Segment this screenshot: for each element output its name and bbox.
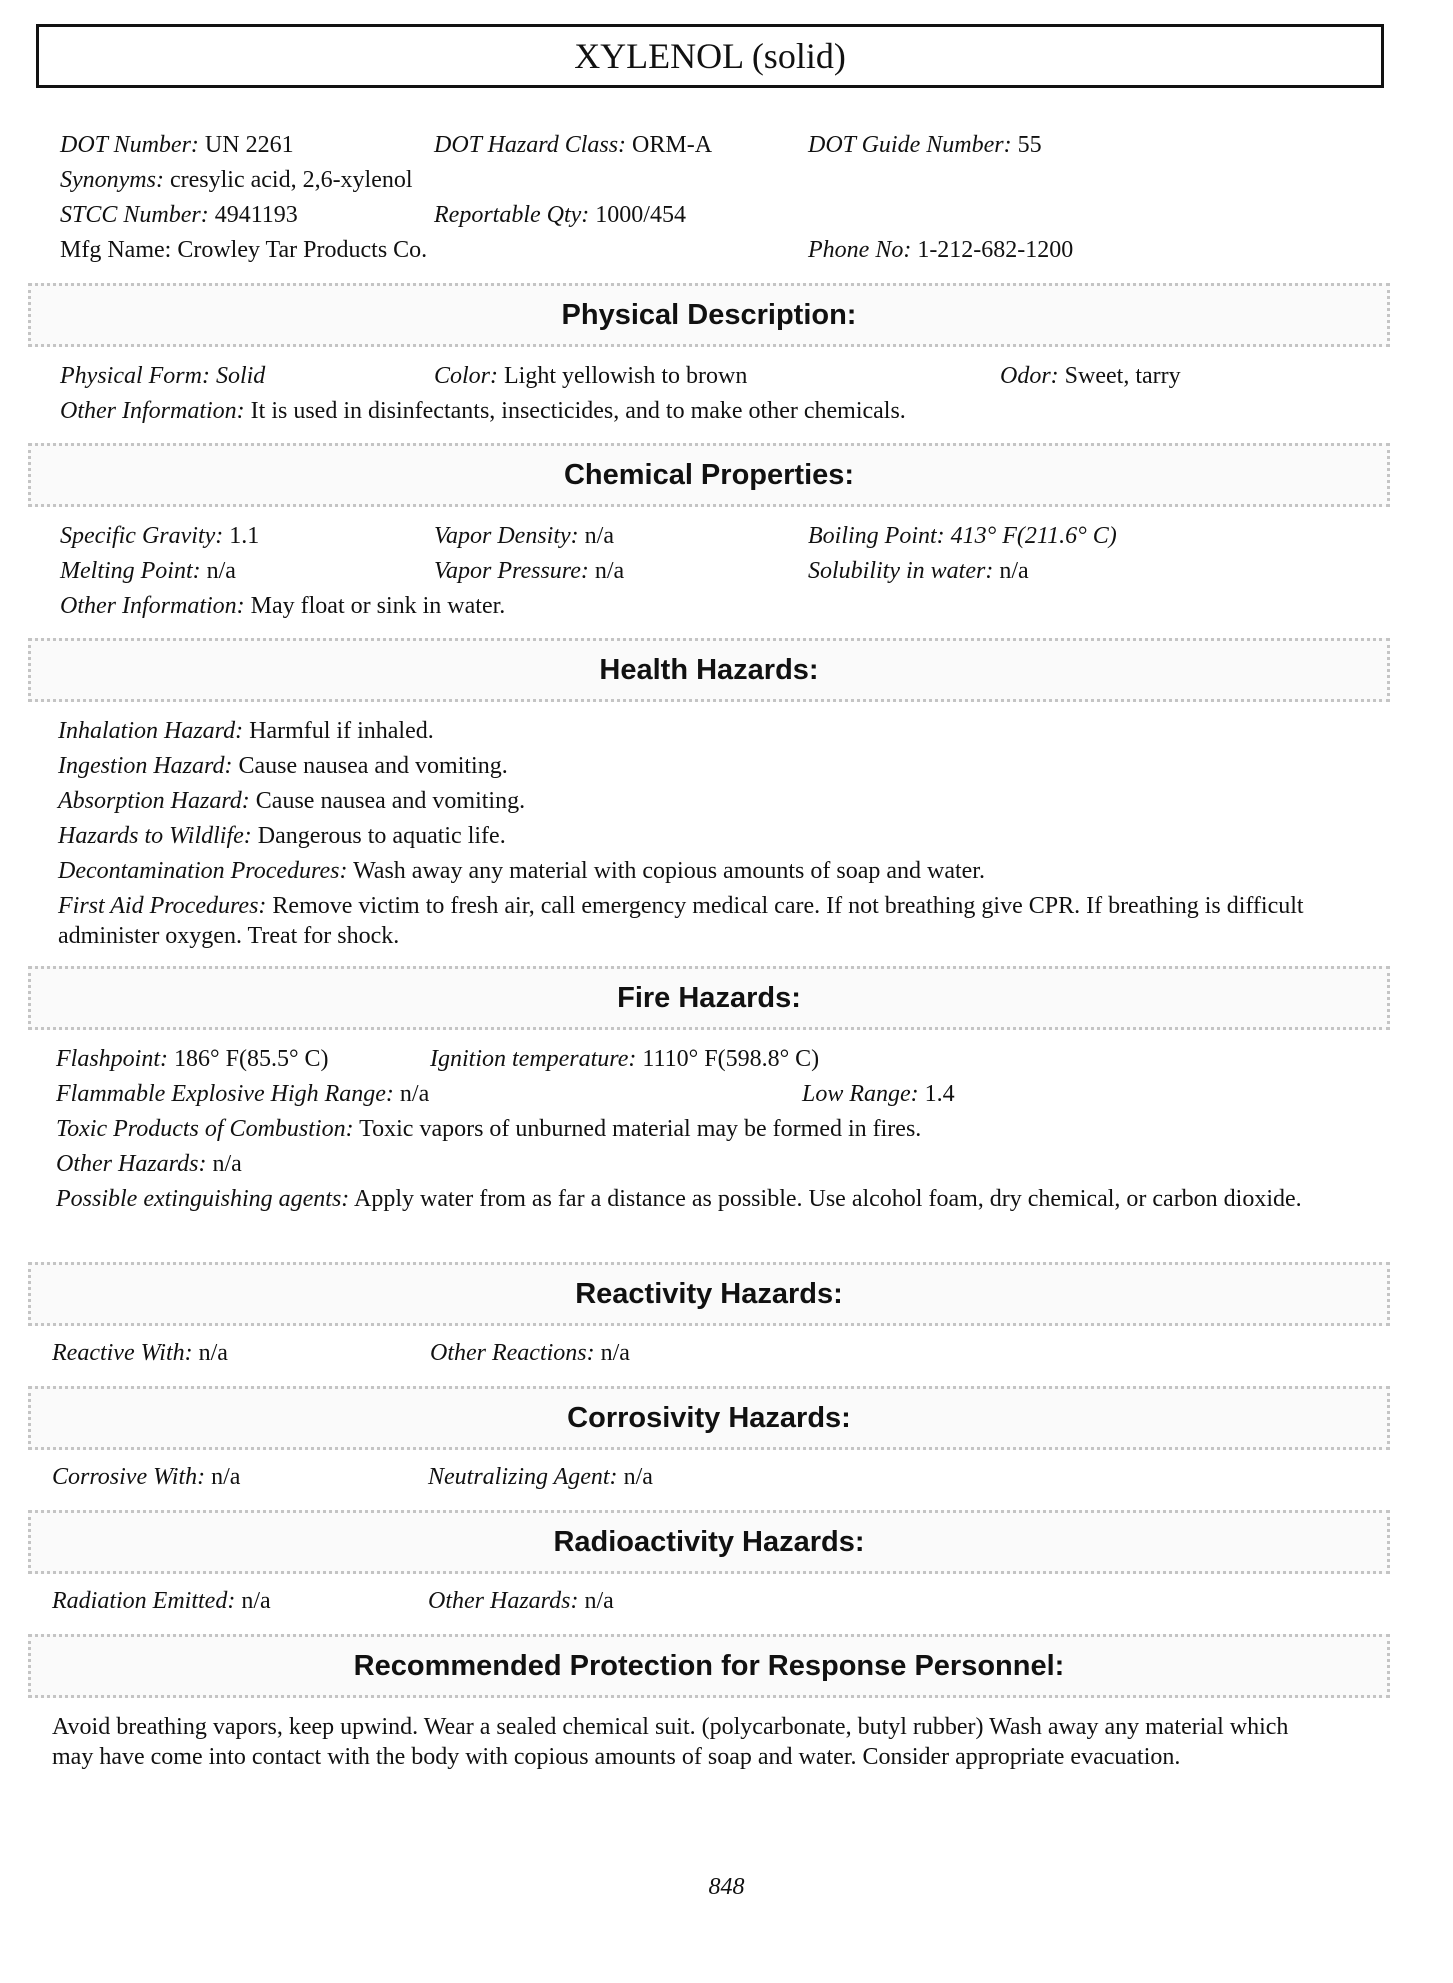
field-label: Neutralizing Agent:	[428, 1464, 618, 1490]
radiation-other-row	[428, 1586, 614, 1616]
field-label: Possible extinguishing agents:	[56, 1186, 350, 1212]
corrosive-with-row	[52, 1462, 240, 1492]
phone-row	[808, 235, 1073, 265]
section-heading-fire: Fire Hazards:	[28, 966, 1390, 1030]
melting-point-value: n/a	[206, 558, 236, 584]
other-reactions-value: n/a	[600, 1340, 630, 1366]
fire-other-hazards-row	[56, 1149, 242, 1179]
field-label: Radiation Emitted:	[52, 1588, 236, 1614]
flashpoint-value: 186° F(85.5° C)	[174, 1046, 329, 1072]
vapor-pressure-row	[434, 556, 624, 586]
field-label: Other Hazards:	[428, 1588, 579, 1614]
field-label: Absorption Hazard:	[58, 788, 250, 814]
chemical-other-row	[60, 591, 505, 621]
section-heading-chemical: Chemical Properties:	[28, 443, 1390, 507]
synonyms-value: cresylic acid, 2,6-xylenol	[169, 167, 413, 193]
section-heading-physical: Physical Description:	[28, 283, 1390, 347]
field-label: DOT Number:	[60, 132, 199, 158]
field-label: Physical Form:	[60, 363, 210, 389]
specific-gravity-value: 1.1	[229, 523, 260, 549]
physical-form-value: Solid	[215, 363, 266, 389]
field-label: Inhalation Hazard:	[58, 718, 244, 744]
toxic-products-value: Toxic vapors of unburned material may be formed in fires.	[359, 1116, 922, 1142]
mfg-name-row	[60, 235, 427, 265]
field-label: Hazards to Wildlife:	[58, 823, 252, 849]
field-label: Vapor Density:	[434, 523, 579, 549]
field-label: DOT Guide Number:	[808, 132, 1012, 158]
guide-number-row	[808, 130, 1042, 160]
physical-form-row	[60, 361, 265, 391]
radiation-emitted-value: n/a	[241, 1588, 271, 1614]
physical-other-row	[60, 396, 906, 426]
page-number: 848	[708, 1874, 745, 1900]
absorption-row	[58, 786, 525, 816]
dot-number-value: UN 2261	[204, 132, 294, 158]
field-label: Synonyms:	[60, 167, 164, 193]
field-label: Reportable Qty:	[434, 202, 590, 228]
color-row	[434, 361, 747, 391]
field-label: Decontamination Procedures:	[58, 858, 348, 884]
field-label: Flashpoint:	[56, 1046, 168, 1072]
hazard-class-value: ORM-A	[632, 132, 713, 158]
section-heading-reactivity: Reactivity Hazards:	[28, 1262, 1390, 1326]
field-label: Melting Point:	[60, 558, 201, 584]
vapor-density-row	[434, 521, 614, 551]
inhalation-value: Harmful if inhaled.	[249, 718, 434, 744]
field-label: Ingestion Hazard:	[58, 753, 233, 779]
section-heading-protection: Recommended Protection for Response Personnel:	[28, 1634, 1390, 1698]
wildlife-row	[58, 821, 506, 851]
specific-gravity-row	[60, 521, 259, 551]
phone-value: 1-212-682-1200	[917, 237, 1074, 263]
field-label: Other Information:	[60, 398, 245, 424]
reactive-with-value: n/a	[198, 1340, 228, 1366]
field-label: Reactive With:	[52, 1340, 193, 1366]
protection-text: Avoid breathing vapors, keep upwind. Wear a sealed chemical suit. (polycarbonate, butyl rubber) Wash away any material which may have come into contact with the body with copious amounts of soap and water. Consider appropriate evacuation.	[52, 1714, 1289, 1770]
odor-row	[1000, 361, 1181, 391]
document-title: XYLENOL (solid)	[36, 24, 1384, 88]
solubility-value: n/a	[999, 558, 1029, 584]
section-heading-corrosivity: Corrosivity Hazards:	[28, 1386, 1390, 1450]
decontamination-value: Wash away any material with copious amounts of soap and water.	[353, 858, 985, 884]
boiling-point-row	[808, 521, 1117, 551]
solubility-row	[808, 556, 1029, 586]
toxic-products-row	[56, 1114, 921, 1144]
fire-other-hazards-value: n/a	[212, 1151, 242, 1177]
field-label: Flammable Explosive High Range:	[56, 1081, 394, 1107]
color-value: Light yellowish to brown	[504, 363, 748, 389]
high-range-value: n/a	[399, 1081, 430, 1107]
guide-number-value: 55	[1017, 132, 1042, 158]
high-range-row	[56, 1079, 429, 1109]
field-label: Low Range:	[802, 1081, 919, 1107]
section-heading-radioactivity: Radioactivity Hazards:	[28, 1510, 1390, 1574]
corrosive-with-value: n/a	[211, 1464, 241, 1490]
boiling-point-value: 413° F(211.6° C)	[950, 523, 1117, 549]
other-reactions-row	[430, 1338, 630, 1368]
low-range-value: 1.4	[924, 1081, 955, 1107]
absorption-value: Cause nausea and vomiting.	[255, 788, 526, 814]
field-label: Mfg Name:	[60, 237, 172, 263]
vapor-density-value: n/a	[584, 523, 614, 549]
vapor-pressure-value: n/a	[594, 558, 625, 584]
wildlife-value: Dangerous to aquatic life.	[257, 823, 506, 849]
hazard-class-row	[434, 130, 712, 160]
field-label: Odor:	[1000, 363, 1059, 389]
flashpoint-row	[56, 1044, 329, 1074]
synonyms-row	[60, 165, 413, 195]
field-label: Vapor Pressure:	[434, 558, 589, 584]
field-label: First Aid Procedures:	[58, 893, 267, 919]
decontamination-row	[58, 856, 985, 886]
field-label: STCC Number:	[60, 202, 209, 228]
field-label: Other Information:	[60, 593, 245, 619]
field-label: DOT Hazard Class:	[434, 132, 627, 158]
low-range-row	[802, 1079, 955, 1109]
reportable-qty-value: 1000/454	[595, 202, 686, 228]
section-heading-health: Health Hazards:	[28, 638, 1390, 702]
field-label: Phone No:	[808, 237, 912, 263]
melting-point-row	[60, 556, 236, 586]
radiation-other-value: n/a	[584, 1588, 614, 1614]
inhalation-row	[58, 716, 434, 746]
ingestion-row	[58, 751, 508, 781]
first-aid-row	[58, 891, 1393, 951]
radiation-emitted-row	[52, 1586, 271, 1616]
field-label: Other Hazards:	[56, 1151, 207, 1177]
neutralizing-agent-row	[428, 1462, 653, 1492]
field-label: Boiling Point:	[808, 523, 945, 549]
reactive-with-row	[52, 1338, 228, 1368]
first-aid-value: Remove victim to fresh air, call emergency medical care. If not breathing give CPR. If breathing is difficult administer oxygen. Treat for shock.	[58, 893, 1304, 949]
reportable-qty-row	[434, 200, 686, 230]
stcc-number-row	[60, 200, 298, 230]
field-label: Corrosive With:	[52, 1464, 206, 1490]
chemical-other-value: May float or sink in water.	[250, 593, 506, 619]
extinguishing-value: Apply water from as far a distance as possible. Use alcohol foam, dry chemical, or carbon dioxide.	[353, 1186, 1302, 1212]
field-label: Ignition temperature:	[430, 1046, 637, 1072]
ignition-row	[430, 1044, 819, 1074]
physical-other-value: It is used in disinfectants, insecticides, and to make other chemicals.	[250, 398, 906, 424]
field-label: Other Reactions:	[430, 1340, 595, 1366]
field-label: Toxic Products of Combustion:	[56, 1116, 354, 1142]
mfg-name-value: Crowley Tar Products Co.	[177, 237, 428, 263]
neutralizing-agent-value: n/a	[623, 1464, 653, 1490]
odor-value: Sweet, tarry	[1064, 363, 1181, 389]
ignition-value: 1110° F(598.8° C)	[642, 1046, 820, 1072]
dot-number-row	[60, 130, 294, 160]
field-label: Solubility in water:	[808, 558, 994, 584]
field-label: Specific Gravity:	[60, 523, 224, 549]
stcc-number-value: 4941193	[214, 202, 298, 228]
ingestion-value: Cause nausea and vomiting.	[238, 753, 508, 779]
field-label: Color:	[434, 363, 499, 389]
extinguishing-row	[56, 1184, 1391, 1214]
